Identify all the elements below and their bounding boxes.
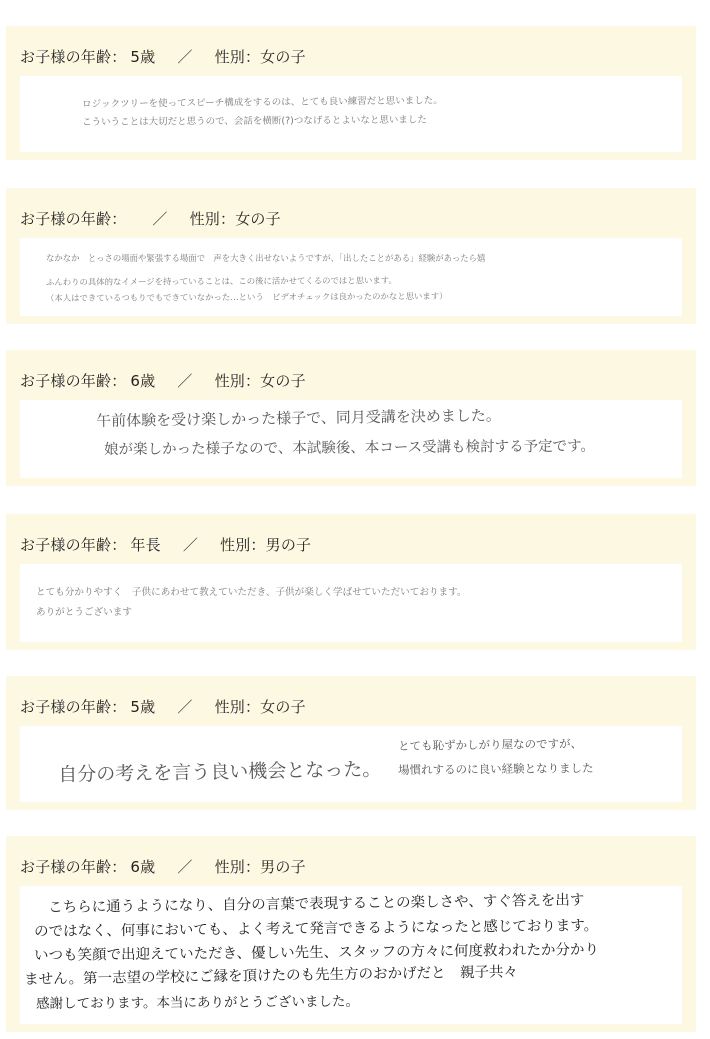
- age-value: 5歳: [130, 698, 156, 716]
- comment-line: ロジックツリーを使ってスピーチ構成をするのは、とても良い練習だと思いました。: [82, 95, 443, 110]
- gender-value: 男の子: [260, 858, 306, 876]
- handwritten-comment: [20, 238, 682, 316]
- age-label: お子様の年齢：: [20, 858, 127, 876]
- handwritten-comment: [20, 564, 682, 642]
- handwritten-comment: [20, 886, 682, 1024]
- separator: ／: [182, 536, 199, 554]
- separator: ／: [177, 372, 193, 390]
- comment-line: とても分かりやすく 子供にあわせて教えていただき、子供が楽しく学ばせていただいております。: [36, 587, 467, 598]
- gender-label: 性別：: [220, 536, 266, 554]
- gender-value: 女の子: [235, 210, 281, 228]
- card-header: [20, 856, 306, 877]
- gender-value: 男の子: [265, 536, 312, 554]
- handwritten-comment: [20, 76, 682, 152]
- testimonial-card: [6, 836, 696, 1032]
- comment-line: （本人はできているつもりでもできていなかった…という ビデオチェックは良かったのかなと思います）: [46, 290, 448, 303]
- card-header: [20, 370, 306, 391]
- gender-label: 性別：: [214, 372, 261, 390]
- age-label: お子様の年齢：: [20, 48, 127, 66]
- testimonial-card: [6, 350, 696, 486]
- handwritten-comment: [20, 400, 682, 478]
- gender-label: 性別：: [189, 210, 236, 228]
- age-label: お子様の年齢：: [20, 210, 127, 228]
- gender-value: 女の子: [260, 698, 306, 716]
- comment-line: 感謝しております。本当にありがとうございました。: [36, 993, 360, 1012]
- gender-label: 性別：: [214, 698, 261, 716]
- separator: ／: [177, 48, 193, 66]
- comment-line: 自分の考えを言う良い機会となった。: [58, 758, 382, 786]
- card-header: [20, 208, 281, 229]
- separator: ／: [177, 698, 193, 716]
- age-label: お子様の年齢：: [20, 536, 127, 554]
- comment-line: いつも笑顔で出迎えていただき、優しい先生、スタッフの方々に何度救われたか分かり: [34, 942, 600, 964]
- testimonial-card: [6, 26, 696, 160]
- comment-line: ありがとうございます: [36, 607, 132, 618]
- gender-value: 女の子: [260, 48, 306, 66]
- handwritten-comment: [20, 726, 682, 802]
- age-label: お子様の年齢：: [20, 698, 127, 716]
- comment-line: 場慣れするのに良い経験となりました: [398, 760, 594, 777]
- age-value: 5歳: [130, 48, 156, 66]
- card-header: [20, 46, 306, 67]
- comment-line: ません。第一志望の学校にご縁を頂けたのも先生方のおかげだと 親子共々: [24, 964, 519, 988]
- comment-line: のではなく、何事においても、よく考えて発言できるようになったと感じております。: [34, 918, 599, 940]
- comment-line: 午前体験を受け楽しかった様子で、同月受講を決めました。: [96, 406, 501, 430]
- separator: ／: [177, 858, 193, 876]
- gender-label: 性別：: [214, 858, 261, 876]
- age-value: 年長: [130, 536, 161, 554]
- comment-line: なかなか とっさの場面や緊張する場面で 声を大きく出せないようですが、「出したことがある」経験があったら嬉: [46, 253, 486, 263]
- card-header: [20, 696, 306, 717]
- testimonial-card: [6, 188, 696, 324]
- age-label: お子様の年齢：: [20, 372, 127, 390]
- gender-label: 性別：: [214, 48, 261, 66]
- age-value: 6歳: [130, 858, 156, 876]
- age-value: 6歳: [130, 372, 156, 390]
- comment-line: こちらに通うようになり、自分の言葉で表現することの楽しさや、すぐ答えを出す: [48, 892, 585, 916]
- comment-line: 娘が楽しかった様子なので、本試験後、本コース受講も検討する予定です。: [104, 438, 595, 458]
- separator: ／: [152, 210, 168, 228]
- testimonial-card: [6, 676, 696, 810]
- gender-value: 女の子: [260, 372, 306, 390]
- card-header: [20, 534, 311, 555]
- comment-line: こういうことは大切だと思うので、会話を横断(?)つなげるとよいなと思いました: [82, 114, 427, 128]
- comment-line: とても恥ずかしがり屋なのですが、: [398, 736, 583, 753]
- testimonial-card: [6, 514, 696, 650]
- comment-line: ふんわりの具体的なイメージを持っていることは、この後に活かせてくるのではと思います。: [46, 275, 397, 287]
